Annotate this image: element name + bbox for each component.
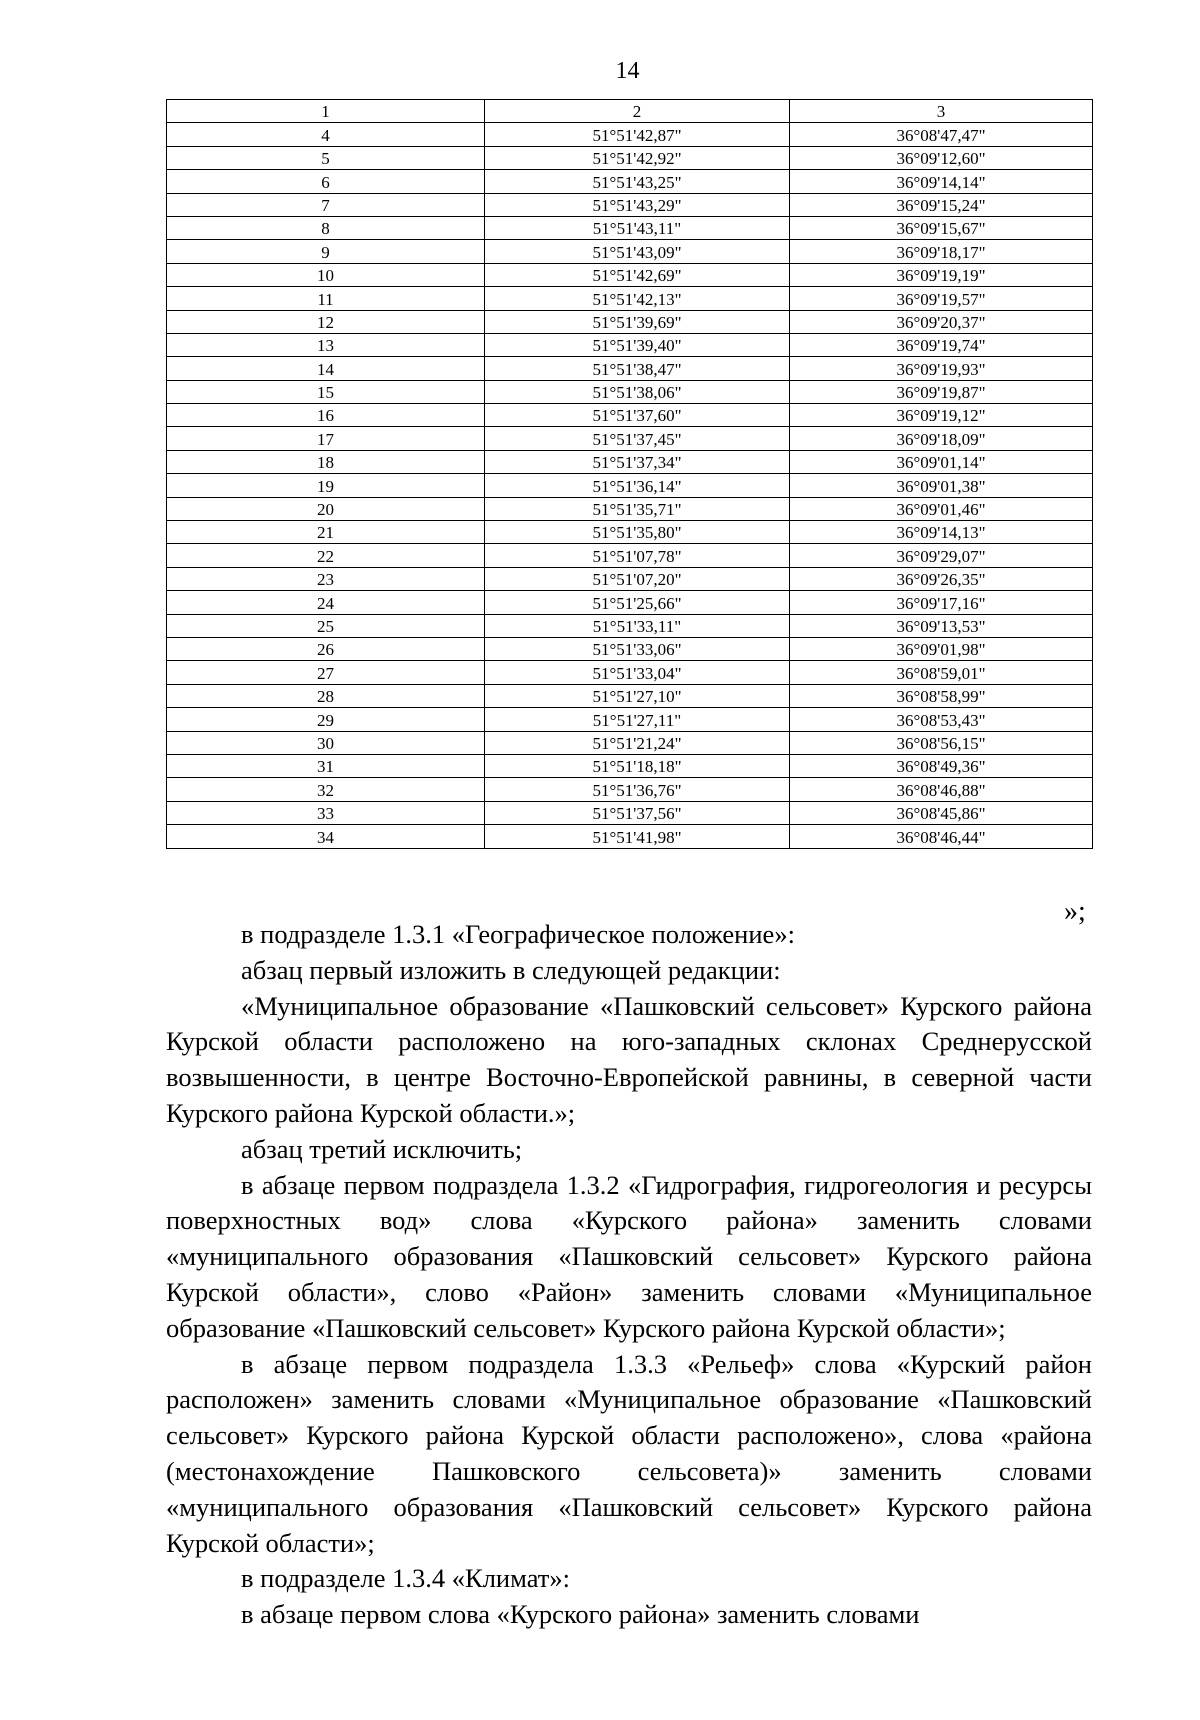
cell-latitude: 51°51'42,69" (485, 263, 790, 286)
page-number: 14 (615, 58, 640, 84)
cell-latitude: 51°51'36,76" (485, 778, 790, 801)
cell-longitude: 36°08'46,44" (790, 825, 1093, 848)
cell-longitude: 36°09'12,60" (790, 146, 1093, 169)
cell-longitude: 36°09'01,46" (790, 497, 1093, 520)
table-row (167, 731, 1093, 754)
cell-latitude: 51°51'37,34" (485, 450, 790, 473)
table-row (167, 637, 1093, 660)
cell-latitude: 51°51'41,98" (485, 825, 790, 848)
cell-point-number: 25 (167, 614, 485, 637)
cell-point-number: 18 (167, 450, 485, 473)
cell-point-number: 24 (167, 591, 485, 614)
cell-longitude: 36°08'59,01" (790, 661, 1093, 684)
cell-latitude: 51°51'38,06" (485, 380, 790, 403)
paragraph: абзац первый изложить в следующей редакции: (241, 954, 781, 985)
cell-longitude: 36°09'01,98" (790, 637, 1093, 660)
table-row (167, 754, 1093, 777)
cell-point-number: 29 (167, 708, 485, 731)
cell-longitude: 36°09'19,87" (790, 380, 1093, 403)
cell-point-number: 7 (167, 193, 485, 216)
cell-longitude: 36°09'26,35" (790, 567, 1093, 590)
cell-longitude: 36°09'18,09" (790, 427, 1093, 450)
cell-longitude: 36°08'53,43" (790, 708, 1093, 731)
table-row (167, 497, 1093, 520)
cell-point-number: 5 (167, 146, 485, 169)
table-row (167, 404, 1093, 427)
cell-longitude: 36°08'56,15" (790, 731, 1093, 754)
cell-point-number: 33 (167, 801, 485, 824)
cell-latitude: 51°51'25,66" (485, 591, 790, 614)
cell-latitude: 51°51'36,14" (485, 474, 790, 497)
paragraph: в подразделе 1.3.4 «Климат»: (241, 1563, 570, 1594)
cell-longitude: 36°09'19,57" (790, 287, 1093, 310)
cell-latitude: 51°51'18,18" (485, 754, 790, 777)
header-cell-point: 1 (167, 100, 485, 123)
cell-longitude: 36°09'17,16" (790, 591, 1093, 614)
coordinates-table-body (167, 100, 1093, 849)
cell-longitude: 36°09'13,53" (790, 614, 1093, 637)
table-row (167, 240, 1093, 263)
cell-point-number: 27 (167, 661, 485, 684)
table-row (167, 170, 1093, 193)
cell-point-number: 31 (167, 754, 485, 777)
cell-point-number: 30 (167, 731, 485, 754)
cell-point-number: 9 (167, 240, 485, 263)
cell-point-number: 4 (167, 123, 485, 146)
cell-longitude: 36°08'58,99" (790, 684, 1093, 707)
cell-latitude: 51°51'33,04" (485, 661, 790, 684)
table-row (167, 146, 1093, 169)
table-row (167, 216, 1093, 239)
table-row (167, 567, 1093, 590)
cell-latitude: 51°51'33,06" (485, 637, 790, 660)
cell-latitude: 51°51'39,40" (485, 333, 790, 356)
cell-longitude: 36°08'49,36" (790, 754, 1093, 777)
cell-longitude: 36°09'19,19" (790, 263, 1093, 286)
cell-point-number: 23 (167, 567, 485, 590)
cell-longitude: 36°09'15,67" (790, 216, 1093, 239)
cell-point-number: 10 (167, 263, 485, 286)
table-row (167, 450, 1093, 473)
cell-latitude: 51°51'43,25" (485, 170, 790, 193)
table-row (167, 544, 1093, 567)
cell-latitude: 51°51'37,60" (485, 404, 790, 427)
cell-point-number: 21 (167, 521, 485, 544)
header-cell-latitude: 2 (485, 100, 790, 123)
table-row (167, 310, 1093, 333)
table-row (167, 333, 1093, 356)
cell-latitude: 51°51'42,87" (485, 123, 790, 146)
coordinates-table (166, 99, 1093, 849)
cell-longitude: 36°08'46,88" (790, 778, 1093, 801)
cell-point-number: 14 (167, 357, 485, 380)
cell-longitude: 36°08'45,86" (790, 801, 1093, 824)
table-row (167, 661, 1093, 684)
cell-point-number: 19 (167, 474, 485, 497)
cell-point-number: 12 (167, 310, 485, 333)
cell-latitude: 51°51'37,45" (485, 427, 790, 450)
cell-point-number: 13 (167, 333, 485, 356)
table-row (167, 474, 1093, 497)
paragraph: в подразделе 1.3.1 «Географическое положение»: (241, 919, 795, 949)
cell-point-number: 8 (167, 216, 485, 239)
table-row (167, 801, 1093, 824)
cell-latitude: 51°51'35,80" (485, 521, 790, 544)
cell-latitude: 51°51'37,56" (485, 801, 790, 824)
document-body (166, 917, 1092, 1633)
table-row (167, 380, 1093, 403)
cell-latitude: 51°51'39,69" (485, 310, 790, 333)
cell-latitude: 51°51'21,24" (485, 731, 790, 754)
table-row (167, 825, 1093, 848)
cell-longitude: 36°09'18,17" (790, 240, 1093, 263)
cell-latitude: 51°51'27,10" (485, 684, 790, 707)
table-row (167, 708, 1093, 731)
cell-longitude: 36°09'14,14" (790, 170, 1093, 193)
cell-point-number: 6 (167, 170, 485, 193)
cell-longitude: 36°09'01,14" (790, 450, 1093, 473)
table-row (167, 614, 1093, 637)
paragraph: абзац третий исключить; (241, 1133, 523, 1164)
cell-longitude: 36°09'20,37" (790, 310, 1093, 333)
cell-point-number: 16 (167, 404, 485, 427)
cell-latitude: 51°51'35,71" (485, 497, 790, 520)
cell-latitude: 51°51'43,11" (485, 216, 790, 239)
cell-point-number: 32 (167, 778, 485, 801)
cell-latitude: 51°51'38,47" (485, 357, 790, 380)
cell-longitude: 36°09'15,24" (790, 193, 1093, 216)
cell-longitude: 36°08'47,47" (790, 123, 1093, 146)
table-row (167, 591, 1093, 614)
table-row (167, 123, 1093, 146)
cell-longitude: 36°09'01,38" (790, 474, 1093, 497)
cell-point-number: 26 (167, 637, 485, 660)
cell-latitude: 51°51'43,09" (485, 240, 790, 263)
cell-longitude: 36°09'29,07" (790, 544, 1093, 567)
cell-point-number: 34 (167, 825, 485, 848)
cell-latitude: 51°51'27,11" (485, 708, 790, 731)
paragraph: в абзаце первом слова «Курского района» заменить словами (241, 1599, 920, 1630)
table-row (167, 357, 1093, 380)
cell-latitude: 51°51'07,78" (485, 544, 790, 567)
header-cell-longitude: 3 (790, 100, 1093, 123)
cell-longitude: 36°09'19,12" (790, 404, 1093, 427)
cell-latitude: 51°51'43,29" (485, 193, 790, 216)
cell-point-number: 22 (167, 544, 485, 567)
cell-longitude: 36°09'19,93" (790, 357, 1093, 380)
table-row (167, 287, 1093, 310)
table-header-row (167, 100, 1093, 123)
table-row (167, 521, 1093, 544)
cell-point-number: 20 (167, 497, 485, 520)
cell-point-number: 11 (167, 287, 485, 310)
table-row (167, 263, 1093, 286)
cell-latitude: 51°51'33,11" (485, 614, 790, 637)
cell-point-number: 17 (167, 427, 485, 450)
cell-latitude: 51°51'42,92" (485, 146, 790, 169)
cell-point-number: 15 (167, 380, 485, 403)
cell-latitude: 51°51'42,13" (485, 287, 790, 310)
paragraph: в абзаце первом подраздела 1.3.2 «Гидрография, гидрогеология и ресурсы поверхностных вод» слова «Курского района» заменить словами «муниципального образования «Пашковский сельсовет» Курского района Курской области», слово «Район» заменить словами «Муниципальное образование «Пашковский сельсовет» Курского района Курской области»; (166, 1169, 1092, 1343)
cell-point-number: 28 (167, 684, 485, 707)
table-row (167, 427, 1093, 450)
cell-longitude: 36°09'19,74" (790, 333, 1093, 356)
table-row (167, 778, 1093, 801)
quote-close-mark: »; (1064, 896, 1086, 927)
cell-latitude: 51°51'07,20" (485, 567, 790, 590)
table-row (167, 193, 1093, 216)
paragraph: в абзаце первом подраздела 1.3.3 «Рельеф» слова «Курский район расположен» заменить словами «Муниципальное образование «Пашковский сельсовет» Курского района Курской области расположено», слова «района (местонахождение Пашковского сельсовета)» заменить словами «муниципального образования «Пашковский сельсовет» Курского района Курской области»; (166, 1348, 1092, 1558)
table-row (167, 684, 1093, 707)
paragraph: «Муниципальное образование «Пашковский сельсовет» Курского района Курской области расположено на юго-западных склонах Среднерусской возвышенности, в центре Восточно-Европейской равнины, в северной части Курского района Курской области.»; (166, 990, 1092, 1128)
cell-longitude: 36°09'14,13" (790, 521, 1093, 544)
